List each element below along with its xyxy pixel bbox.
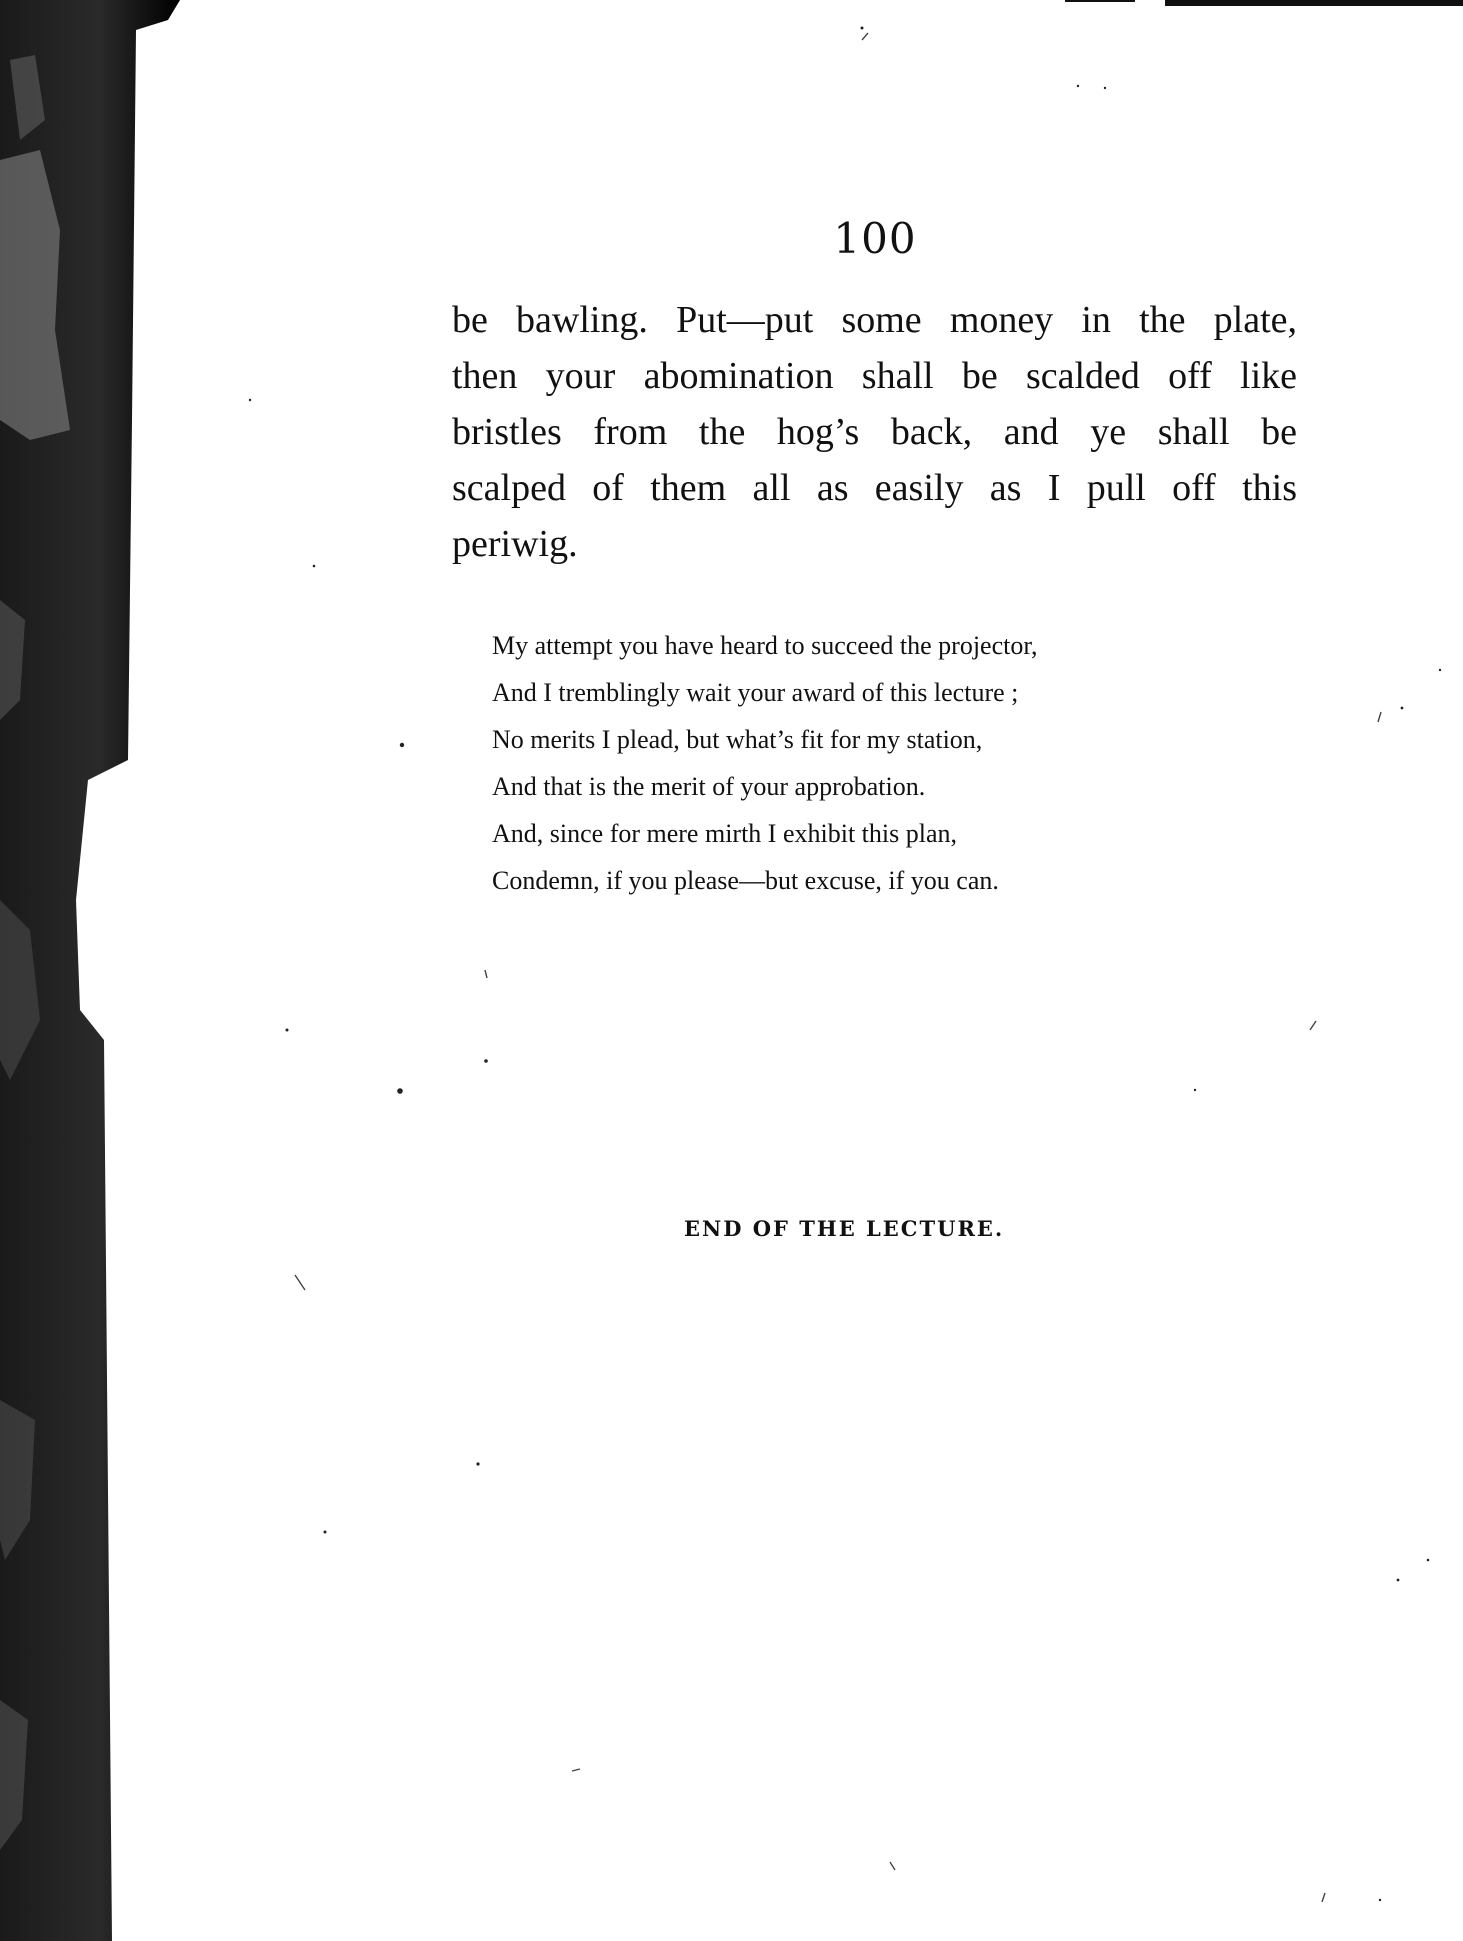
prose-line: then your abomination shall be scalded off like <box>452 355 1297 397</box>
verse-line: And that is the merit of your approbation. <box>492 772 926 801</box>
prose-line: be bawling. Put—put some money in the plate, <box>452 299 1297 341</box>
prose-paragraph <box>452 292 1297 572</box>
prose-line: scalped of them all as easily as I pull off this <box>452 467 1297 509</box>
verse-line: Condemn, if you please—but excuse, if you can. <box>492 866 999 895</box>
verse-line: And I tremblingly wait your award of this lecture ; <box>492 678 1019 707</box>
end-of-lecture-note: END OF THE LECTURE. <box>684 1216 1005 1241</box>
prose-line: bristles from the hog’s back, and ye shall be <box>452 411 1297 453</box>
scan-binding-shadow <box>0 0 180 1941</box>
top-rule-long <box>1165 0 1463 6</box>
verse-line: No merits I plead, but what’s fit for my station, <box>492 725 983 754</box>
page-number: 100 <box>833 214 917 263</box>
verse-line: My attempt you have heard to succeed the projector, <box>492 631 1038 660</box>
verse-stanza <box>492 622 1252 904</box>
prose-line: periwig. <box>452 523 578 565</box>
verse-line: And, since for mere mirth I exhibit this plan, <box>492 819 958 848</box>
top-rule-short <box>1065 0 1135 2</box>
